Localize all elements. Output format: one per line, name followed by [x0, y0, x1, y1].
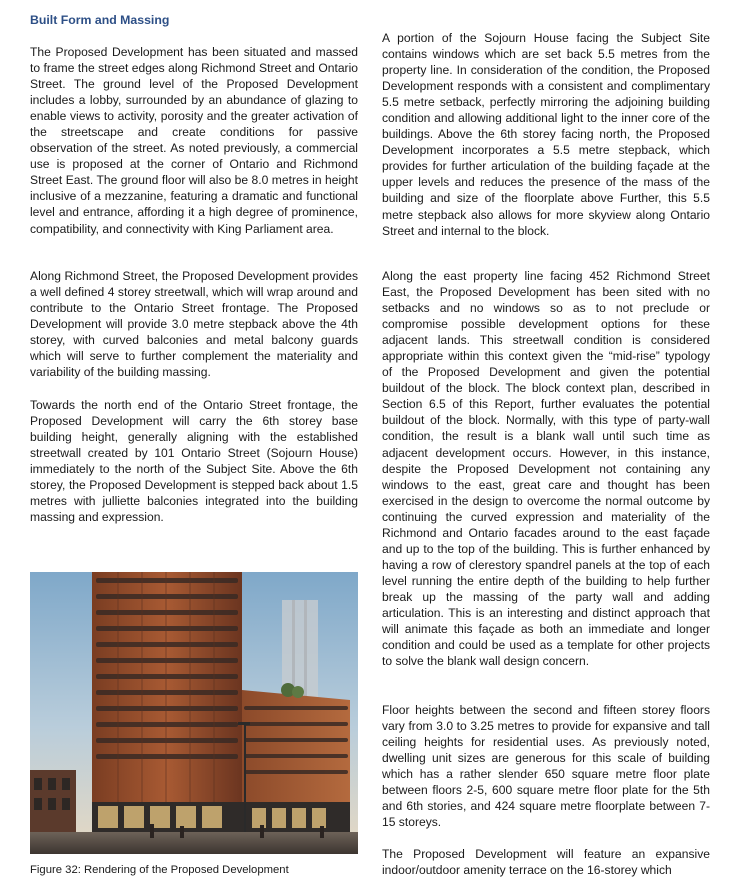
rendering-figure: [30, 572, 358, 854]
proposed-tower: [92, 572, 242, 802]
paragraph-right-4: The Proposed Development will feature an expansive indoor/outdoor amenity terrace on the 16-storey which: [382, 847, 710, 878]
figure-caption: Figure 32: Rendering of the Proposed Development: [30, 864, 289, 876]
paragraph-built-form-1: The Proposed Development has been situated and massed to frame the street edges along Richmond Street and Ontario Street. The ground level of the Proposed Development includes a lobby, surrounded by an abundance of glazing to enable views to activity, porosity and the greater activation of the streetscape and create conditions for passive observation of the street. As noted previously, a commercial use is proposed at the corner of Ontario and Richmond Street East. The ground floor will also be 8.0 metres in height inclusive of a mezzanine, featuring a dramatic and functional level and entrance, affording it a high degree of prominence, compatibility, and connectivity with King Parliament area.: [30, 45, 358, 236]
paragraph-right-2: [382, 268, 710, 669]
paragraph-built-form-3: Towards the north end of the Ontario Street frontage, the Proposed Development will carry the 6th storey base building height, generally aligning with the established streetwall created by 101 Ontario Street (Sojourn House) immediately to the north of the Subject Site. Above the 6th storey, the Proposed Development is stepped back about 1.5 metres with julliette balconies integrated into the building massing and expression.: [30, 398, 358, 525]
section-cross-reference[interactable]: Section 6.5: [382, 397, 446, 412]
street-lamp: [244, 722, 246, 832]
section-heading: Built Form and Massing: [30, 13, 170, 27]
paragraph-built-form-2: Along Richmond Street, the Proposed Development provides a well defined 4 storey streetwall, which will wrap around and contribute to the Ontario Street frontage. The Proposed Development will provide 3.0 metre stepback above the 4th storey, with curved balconies and metal balcony guards which will serve to further complement the materiality and variability of the building massing.: [30, 269, 358, 380]
rendering-image: [30, 572, 358, 854]
paragraph-right-1: A portion of the Sojourn House facing the Subject Site contains windows which are set back 5.5 metres from the property line. In consideration of the condition, the Proposed Development responds with a consistent and complimentary 5.5 metre setback, perfectly mirroring the adjoining building condition and allowing additional light to the inner core of the buildings. Above the 6th storey facing north, the Proposed Development incorporates a 5.5 metre stepback, which provides for further articulation of the building façade at the upper levels and reduces the presence of the mass of the building and size of the floorplate above Further, this 5.5 metre stepback also allows for more skyview along Ontario Street and internal to the block.: [382, 31, 710, 238]
paragraph-right-2-text-b: of this Report, further evaluates the potential buildout of the block. Normally, with this type of party-wall condition, the result is a blank wall until such time as adjacent development occurs. However, in this instance, despite the Proposed Development not containing any windows to the east, great care and thought has been exercised in the design to overcome the normal outcome by continuing the curved expression and materiality of the Richmond and Ontario facades around to the east façade and up to the top of the building. This is further enhanced by having a row of clerestory spandrel panels at the top of each level running the entire depth of the building to help further break up the massing of the party wall and adding articulation. This is an interesting and distinct approach that will animate this façade as both an immediate and longer condition and could be used as a template for other projects to solve the blank wall design concern.: [382, 397, 710, 669]
paragraph-right-3: Floor heights between the second and fifteen storey floors vary from 3.0 to 3.25 metres to provide for expansive and tall ceiling heights for residential uses. As previously noted, dwelling unit sizes are generous for this scale of building which has a rather slender 650 square metre floor plate between floors 2-5, 600 square metre floor plate for the 5th and 6th stories, and 424 square metre floorplate between 7-15 storeys.: [382, 703, 710, 830]
street: [30, 832, 358, 854]
paragraph-right-2-text-a: Along the east property line facing 452 Richmond Street East, the Proposed Development has been sited with no setbacks and no windows so as to not preclude or compromise possible development options for these adjacent lands. This streetwall condition is considered appropriate within this context given the “mid-rise” typology of the Proposed Development and given the potential buildout of the block. The block context plan, described in: [382, 269, 710, 396]
